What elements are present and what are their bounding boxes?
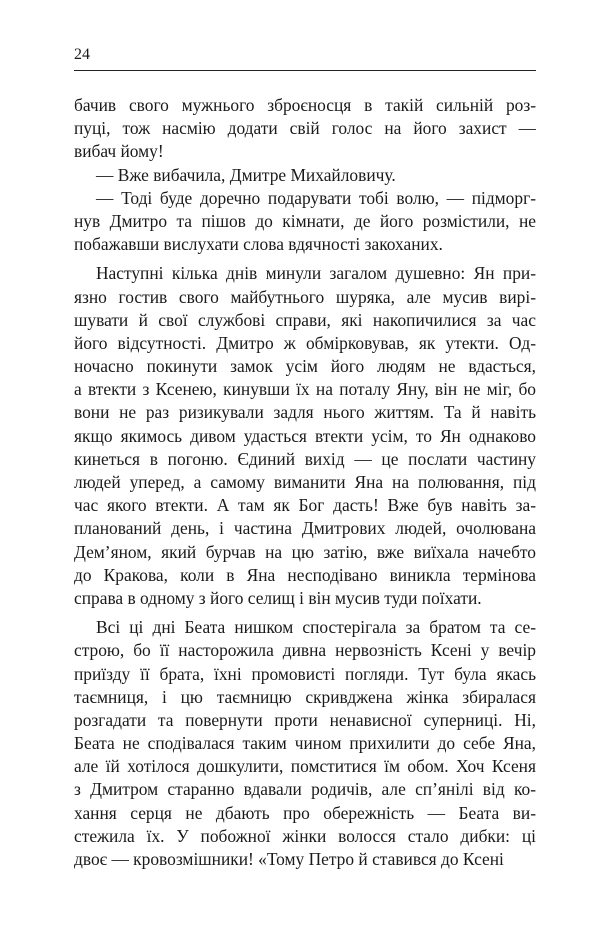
text-line: таємниця, і цю таємницю скривджена жінка збиралася: [74, 686, 536, 707]
text-line: але їй хотілося дошкулити, помститися їм обом. Хоч Ксеня: [74, 756, 536, 777]
text-line: час якого втекти. А там як Бог дасть! Вже був навіть за-: [74, 495, 536, 516]
text-line: шувати й свої службові справи, які накопичилися за час: [74, 309, 536, 330]
text-line: Беата не сподівалася таким чином прихилити до себе Яна,: [74, 733, 536, 754]
text-line: його відсутності. Дмитро ж обмірковував, як утекти. Од-: [74, 332, 536, 353]
text-line: планований день, і частина Дмитрових людей, очолювана: [74, 518, 536, 539]
text-line: побажавши вислухати слова вдячності закоханих.: [74, 234, 443, 255]
text-line: стежила їх. У побожної жінки волосся стало дибки: ці: [74, 825, 536, 846]
paragraph: [74, 616, 536, 871]
paragraph: [74, 164, 536, 187]
text-line: з Дмитром старанно вдавали родичів, але сп’янілі від ко-: [74, 779, 536, 800]
text-line: якщо якимось дивом удасться втекти усім, то Ян однаково: [74, 425, 536, 446]
text-line: пуці, тож насмію додати свій голос на його захист —: [74, 118, 536, 139]
text-line: людей уперед, а самому виманити Яна на полювання, під: [74, 472, 536, 492]
text-line: — Тоді буде доречно подарувати тобі волю, — підморг-: [96, 187, 536, 208]
text-line: приїзду її брата, їхні промовисті погляди. Тут була якась: [74, 663, 536, 684]
text-line: вони не раз ризикували задля нього життям. Та й навіть: [74, 402, 536, 423]
page-number: 24: [74, 46, 90, 63]
text-line: двоє — кровозмішники! «Тому Петро й ставився до Ксені: [74, 849, 504, 869]
paragraph: [74, 187, 536, 257]
text-line: — Вже вибачила, Дмитре Михайловичу.: [96, 164, 396, 185]
header-rule: [74, 70, 536, 71]
text-line: справа в одному з його селищ і він мусив туди поїхати.: [74, 587, 482, 608]
body-text: [74, 94, 536, 871]
text-line: Всі ці дні Беата нишком спостерігала за братом та се-: [96, 617, 536, 638]
text-line: нув Дмитро та пішов до кімнати, де його розмістили, не: [74, 210, 536, 231]
text-line: хання серця не дбають про обережність — Беата ви-: [74, 802, 536, 823]
paragraph: [74, 262, 536, 610]
text-line: язно гостив свого майбутнього шуряка, але мусив вирі-: [74, 286, 536, 307]
text-line: розгадати та повернути проти ненависної суперниці. Ні,: [74, 709, 536, 730]
text-line: кинеться в погоню. Єдиний вихід — це послати частину: [74, 448, 536, 469]
text-line: Дем’яном, який бурчав на цю затію, вже виїхала начебто: [74, 541, 536, 562]
text-line: вибач йому!: [74, 141, 164, 162]
text-line: ночасно покинути замок усім його людям не вдасться,: [74, 356, 536, 377]
text-line: до Кракова, коли в Яна несподівано виникла термінова: [74, 564, 536, 585]
text-line: бачив свого мужнього зброєносця в такій сильній роз-: [74, 95, 536, 115]
text-line: а втекти з Ксенею, кинувши їх на поталу Яну, він не міг, бо: [74, 379, 536, 400]
paragraph: [74, 94, 536, 164]
text-line: строю, бо її насторожила дивна нервозність Ксені у вечір: [74, 640, 536, 661]
text-line: Наступні кілька днів минули загалом душевно: Ян при-: [96, 263, 536, 284]
